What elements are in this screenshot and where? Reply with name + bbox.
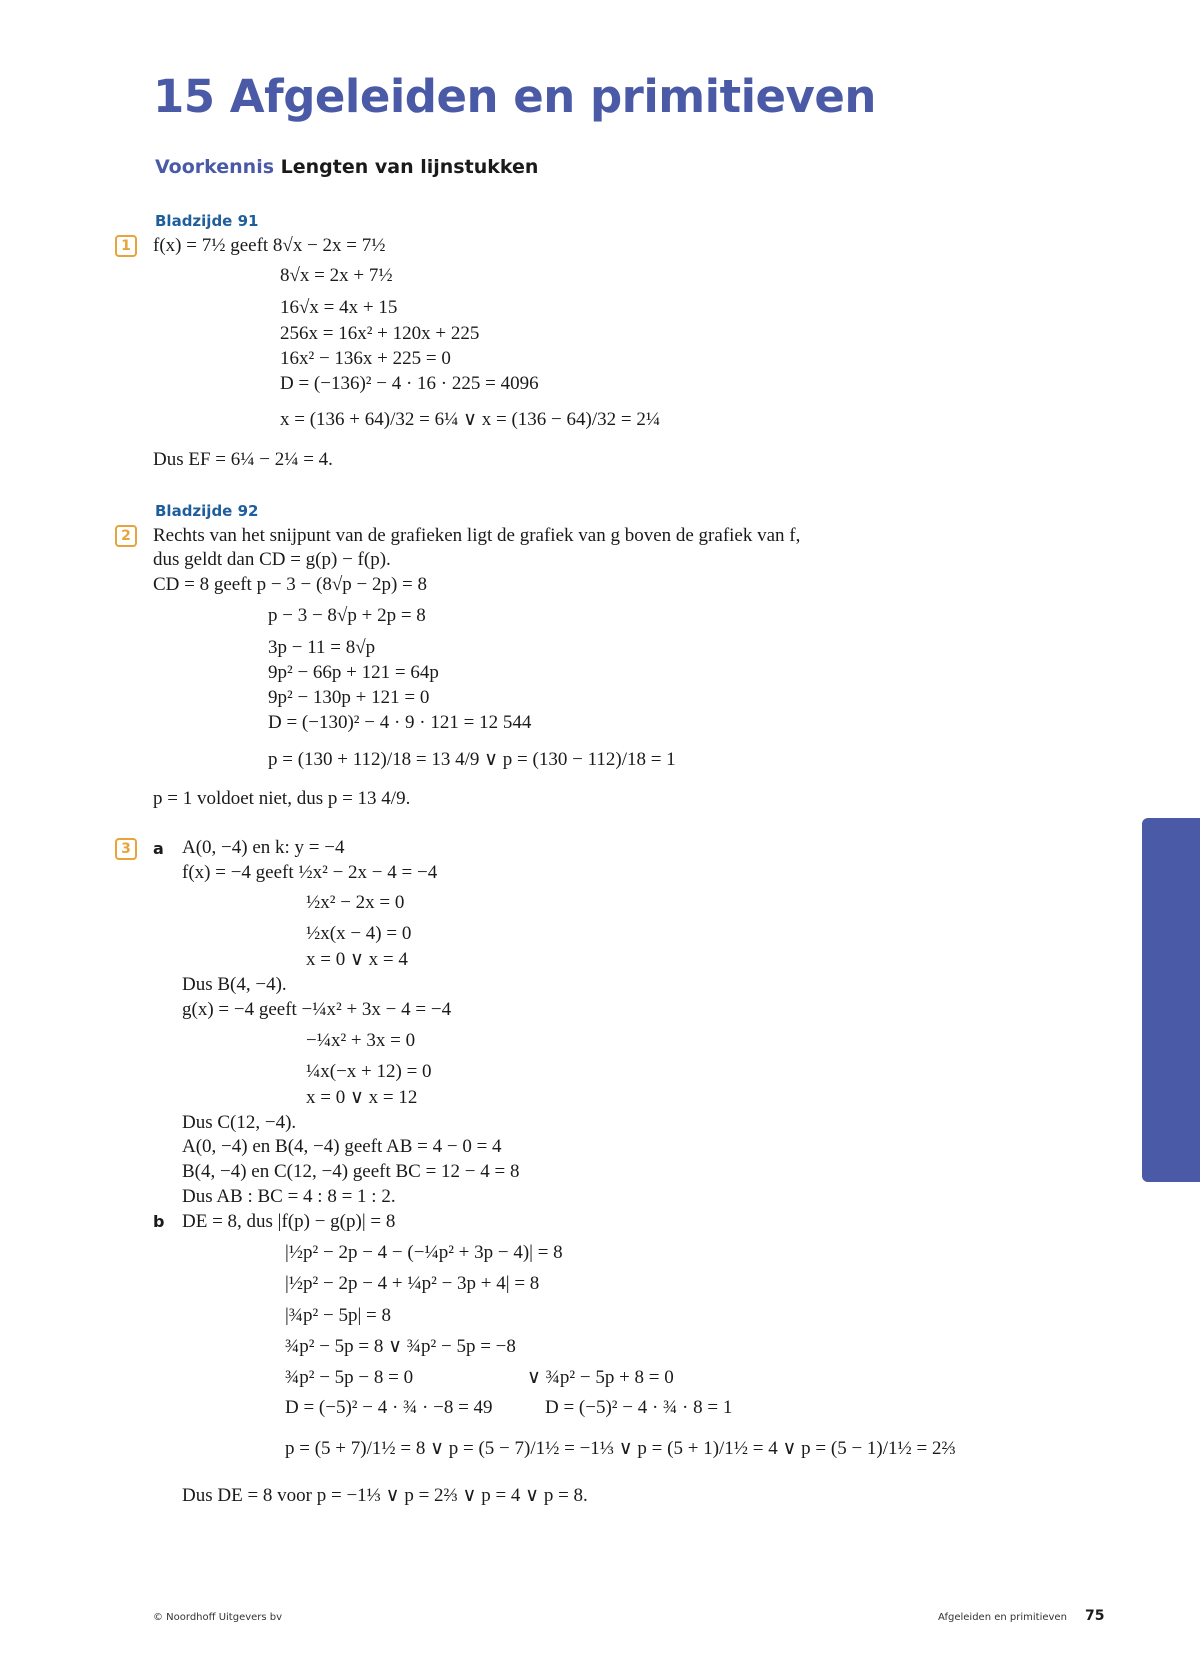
math-line: |¾p² − 5p| = 8 xyxy=(285,1305,391,1326)
math-line: p = (130 + 112)/18 = 13 4/9 ∨ p = (130 − 112)/18 = 1 xyxy=(268,749,676,770)
exercise-number: 3 xyxy=(115,838,137,860)
page-reference: Bladzijde 91 xyxy=(155,212,259,230)
math-line: ½x(x − 4) = 0 xyxy=(306,923,412,944)
math-line: D = (−5)² − 4 · ¾ · −8 = 49 xyxy=(285,1397,493,1418)
math-line: ¾p² − 5p = 8 ∨ ¾p² − 5p = −8 xyxy=(285,1336,516,1357)
math-line: Dus DE = 8 voor p = −1⅓ ∨ p = 2⅔ ∨ p = 4 ∨ p = 8. xyxy=(182,1485,588,1506)
page-title: 15 Afgeleiden en primitieven xyxy=(153,70,876,123)
math-line: f(x) = 7½ geeft 8√x − 2x = 7½ xyxy=(153,235,386,256)
math-line: p − 3 − 8√p + 2p = 8 xyxy=(268,605,426,626)
math-line: x = 0 ∨ x = 4 xyxy=(306,949,408,970)
math-line: D = (−5)² − 4 · ¾ · 8 = 1 xyxy=(545,1397,733,1418)
math-line: |½p² − 2p − 4 + ¼p² − 3p + 4| = 8 xyxy=(285,1273,540,1294)
text-line: Rechts van het snijpunt van de grafieken ligt de grafiek van g boven de grafiek van f, xyxy=(153,525,801,546)
subquestion-label: b xyxy=(153,1212,165,1231)
math-line: ½x² − 2x = 0 xyxy=(306,892,405,913)
math-line: Dus B(4, −4). xyxy=(182,974,287,995)
math-line: 3p − 11 = 8√p xyxy=(268,637,376,658)
math-line: x = 0 ∨ x = 12 xyxy=(306,1087,418,1108)
math-line: p = 1 voldoet niet, dus p = 13 4/9. xyxy=(153,788,411,809)
math-line: f(x) = −4 geeft ½x² − 2x − 4 = −4 xyxy=(182,862,438,883)
page-number: 75 xyxy=(1085,1608,1105,1624)
math-line: −¼x² + 3x = 0 xyxy=(306,1030,416,1051)
math-line: A(0, −4) en B(4, −4) geeft AB = 4 − 0 = 4 xyxy=(182,1136,502,1157)
footer-copyright: © Noordhoff Uitgevers bv xyxy=(153,1612,283,1623)
math-line: |½p² − 2p − 4 − (−¼p² + 3p − 4)| = 8 xyxy=(285,1242,563,1263)
page-reference: Bladzijde 92 xyxy=(155,502,259,520)
math-line: 8√x = 2x + 7½ xyxy=(280,265,393,286)
math-line: Dus AB : BC = 4 : 8 = 1 : 2. xyxy=(182,1186,396,1207)
exercise-number: 1 xyxy=(115,235,137,257)
math-line: CD = 8 geeft p − 3 − (8√p − 2p) = 8 xyxy=(153,574,428,595)
math-line: Dus EF = 6¼ − 2¼ = 4. xyxy=(153,449,333,470)
text-line: dus geldt dan CD = g(p) − f(p). xyxy=(153,549,391,570)
math-line: g(x) = −4 geeft −¼x² + 3x − 4 = −4 xyxy=(182,999,452,1020)
math-line: B(4, −4) en C(12, −4) geeft BC = 12 − 4 = 8 xyxy=(182,1161,520,1182)
subtitle-main: Lengten van lijnstukken xyxy=(280,156,539,178)
math-line: 9p² − 130p + 121 = 0 xyxy=(268,687,430,708)
math-line: DE = 8, dus |f(p) − g(p)| = 8 xyxy=(182,1211,396,1232)
math-line: Dus C(12, −4). xyxy=(182,1112,297,1133)
math-line: ¼x(−x + 12) = 0 xyxy=(306,1061,432,1082)
math-line: 16√x = 4x + 15 xyxy=(280,297,398,318)
math-line: A(0, −4) en k: y = −4 xyxy=(182,837,345,858)
math-line: 16x² − 136x + 225 = 0 xyxy=(280,348,451,369)
footer-chapter: Afgeleiden en primitieven xyxy=(938,1612,1067,1623)
math-line: D = (−130)² − 4 · 9 · 121 = 12 544 xyxy=(268,712,532,733)
math-line: 256x = 16x² + 120x + 225 xyxy=(280,323,480,344)
subtitle-prefix: Voorkennis xyxy=(155,156,275,178)
math-line: ∨ ¾p² − 5p + 8 = 0 xyxy=(527,1367,674,1388)
chapter-side-tab xyxy=(1142,818,1200,1182)
subquestion-label: a xyxy=(153,839,164,858)
math-line: ¾p² − 5p − 8 = 0 xyxy=(285,1367,414,1388)
math-line: D = (−136)² − 4 · 16 · 225 = 4096 xyxy=(280,373,539,394)
math-line: p = (5 + 7)/1½ = 8 ∨ p = (5 − 7)/1½ = −1⅓ ∨ p = (5 + 1)/1½ = 4 ∨ p = (5 − 1)/1½ = 2⅔ xyxy=(285,1438,956,1459)
math-line: 9p² − 66p + 121 = 64p xyxy=(268,662,439,683)
math-line: x = (136 + 64)/32 = 6¼ ∨ x = (136 − 64)/32 = 2¼ xyxy=(280,409,661,430)
exercise-number: 2 xyxy=(115,525,137,547)
section-subtitle xyxy=(155,156,538,178)
